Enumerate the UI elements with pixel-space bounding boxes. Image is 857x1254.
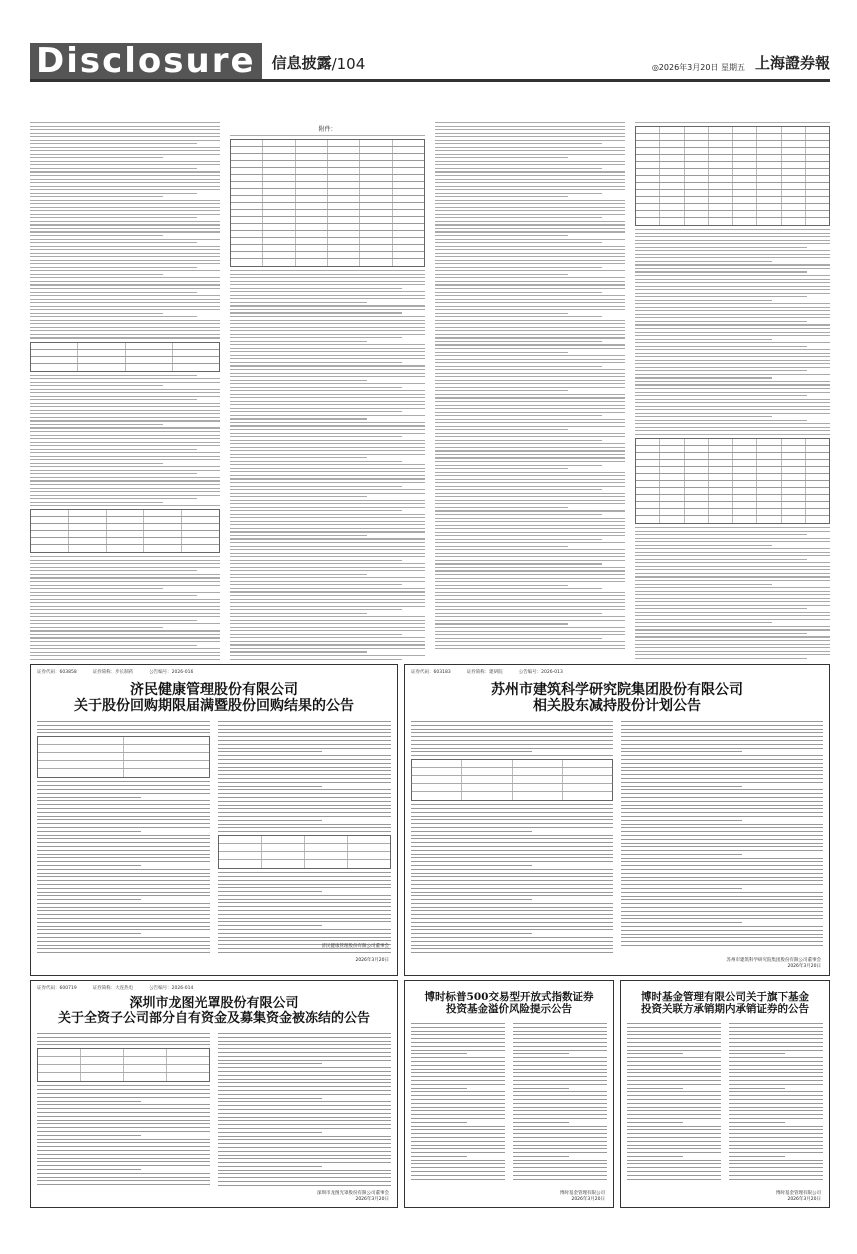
announcement-longtu-mask [30, 980, 398, 1208]
signature-date: 2026年3月20日 [787, 964, 821, 970]
signer: 深圳市龙图光罩股份有限公司董事会 [317, 1190, 389, 1196]
stock-short-name: 证券简称：大连热电 [92, 986, 134, 991]
stock-info [405, 665, 829, 678]
data-table [37, 736, 210, 778]
stock-short-name: 证券简称：建研院 [466, 670, 503, 675]
text-column-2 [230, 122, 425, 660]
announcement-number: 公告编号：2026-016 [149, 670, 194, 675]
signature-date: 2026年3月20日 [571, 1197, 605, 1203]
announcement-suzhou-jianyan [404, 664, 830, 976]
stock-info [31, 981, 397, 994]
announcement-signature [322, 937, 390, 971]
stock-info [31, 665, 397, 678]
announcement-jimin-health [30, 664, 398, 976]
announcement-body [627, 1023, 823, 1185]
announcement-body [411, 721, 823, 953]
disclosure-logo: Disclosure [30, 43, 262, 79]
signature-date: 2026年3月20日 [787, 1197, 821, 1203]
signer: 博时基金管理有限公司 [776, 1190, 821, 1196]
stock-code: 证券代码：603858 [37, 670, 77, 675]
stock-code: 证券代码：603183 [411, 670, 451, 675]
announcement-signature [727, 958, 822, 972]
data-table [30, 342, 220, 372]
announcement-title: 苏州市建筑科学研究院集团股份有限公司 相关股东减持股份计划公告 [491, 682, 743, 715]
announcement-body [37, 1033, 391, 1187]
stock-code: 证券代码：600719 [37, 986, 77, 991]
announcement-signature [776, 1191, 821, 1205]
top-announcement-block [30, 122, 830, 660]
signer: 博时基金管理有限公司 [560, 1190, 605, 1196]
page-number: /104 [331, 55, 366, 73]
table-caption: 附件： [318, 126, 337, 133]
data-table [635, 126, 830, 226]
signer: 苏州市建筑科学研究院集团股份有限公司董事会 [726, 957, 821, 963]
stock-short-name: 证券简称：步长制药 [92, 670, 134, 675]
announcement-number: 公告编号：2026-014 [149, 986, 194, 991]
announcement-signature [317, 1191, 389, 1205]
announcement-number: 公告编号：2026-013 [518, 670, 563, 675]
signer: 济民健康管理股份有限公司董事会 [321, 944, 389, 949]
data-table [411, 759, 613, 801]
announcement-title: 博时基金管理有限公司关于旗下基金 投资关联方承销期内承销证券的公告 [641, 991, 809, 1016]
text-column-4 [635, 122, 830, 660]
masthead [30, 41, 830, 82]
data-table [37, 1048, 210, 1082]
announcement-bosera-sp500 [404, 980, 614, 1208]
newspaper-name: 上海證券報 [754, 54, 830, 72]
data-table [218, 835, 391, 869]
data-table [635, 438, 830, 524]
section-title: 信息披露 [271, 54, 332, 72]
announcement-title: 济民健康管理股份有限公司 关于股份回购期限届满暨股份回购结果的公告 [74, 682, 354, 715]
announcement-title: 深圳市龙图光罩股份有限公司 关于全资子公司部分自有资金及募集资金被冻结的公告 [57, 996, 370, 1026]
signature-date: 2026年3月20日 [355, 957, 389, 963]
announcement-signature [560, 1191, 605, 1205]
announcement-title: 博时标普500交易型开放式指数证券 投资基金溢价风险提示公告 [424, 991, 594, 1016]
announcement-body [411, 1023, 607, 1185]
announcement-body [37, 721, 391, 953]
data-table [30, 509, 220, 553]
announcement-bosera-related-party [620, 980, 830, 1208]
text-column-1 [30, 122, 220, 660]
signature-date: 2026年3月20日 [355, 1197, 389, 1203]
text-column-3 [435, 122, 625, 660]
issue-date: ◎2026年3月20日 星期五 [651, 63, 745, 72]
data-table [230, 139, 425, 267]
